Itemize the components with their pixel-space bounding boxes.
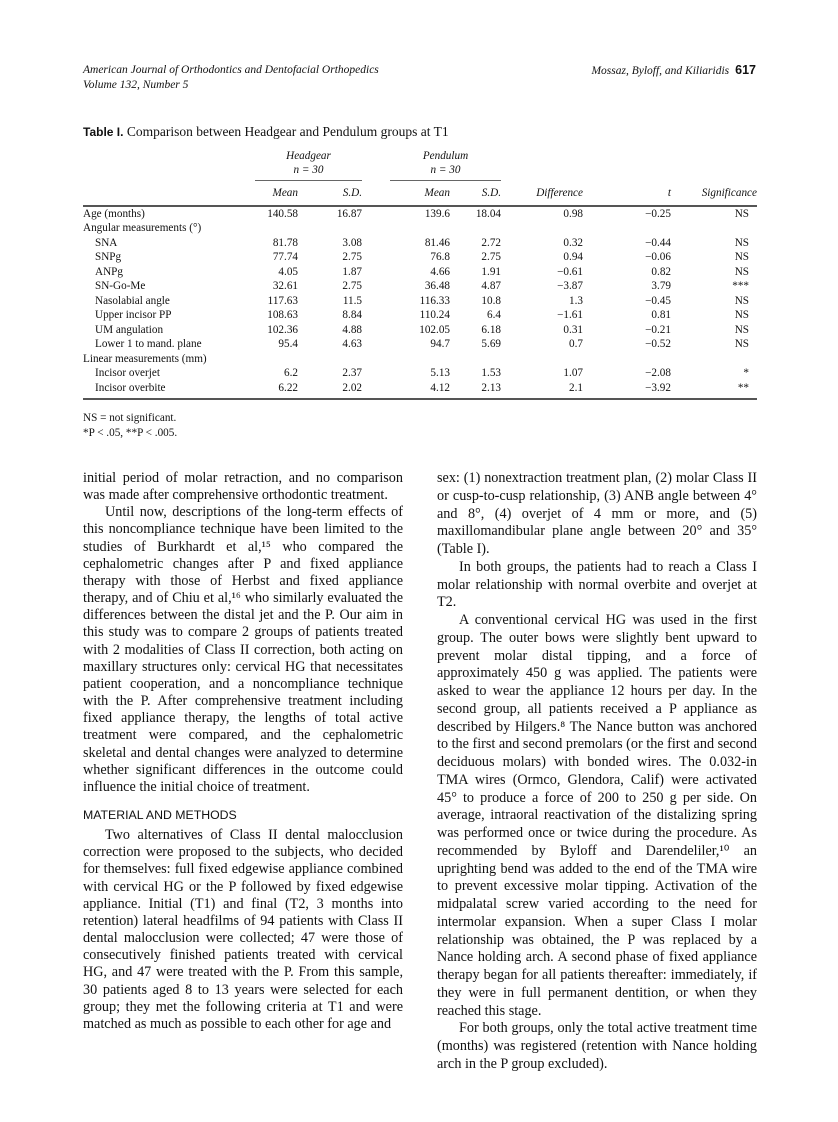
table-cell: −0.45	[645, 294, 671, 307]
table-cell: 2.72	[481, 236, 501, 249]
table-row	[83, 206, 757, 222]
table-cell: 102.36	[267, 323, 298, 336]
table-cell: 0.98	[563, 207, 583, 220]
table-cell: 139.6	[424, 207, 450, 220]
authors: Mossaz, Byloff, and Kiliaridis	[591, 65, 730, 77]
table-cell: −0.44	[645, 236, 671, 249]
paragraph: Until now, descriptions of the long-term effects of this noncompliance technique have been limited to the studies of Burkhardt et al,¹⁵ who compared the cephalometric changes after P and fixed appliance therapy with those of Herbst and fixed appliance therapy, and of Chiu et al,¹⁶ who similarly evaluated the differences between the distal jet and the P. Our aim in this study was to compare 2 groups of patients treated with 2 modalities of Class II correction, both acting on maxillary structures only: cervical HG that necessitates patient cooperation, and a noncompliance technique with the P. After comprehensive treatment including fixed appliance therapy, the lengths of total active treatment were compared, and the cephalometric skeletal and dental changes were analyzed to determine whether significant differences in the outcome could influence the initial choice of treatment.	[83, 504, 403, 795]
table-cell: 2.13	[450, 381, 501, 400]
table-row	[83, 381, 757, 400]
table-cell: 0.81	[651, 309, 671, 322]
table-cell: 4.87	[481, 280, 501, 293]
table-cell: 81.78	[272, 236, 298, 249]
table-cell: −1.61	[557, 309, 583, 322]
paragraph: sex: (1) nonextraction treatment plan, (2) molar Class II or cusp-to-cusp relationship, (3) ANB angle between 4° and 8°, (4) overjet of 4 mm or more, and (5) maxillomandibular plane angle between 20° and 35° (Table I).	[437, 470, 757, 557]
row-label: Incisor overbite	[83, 381, 243, 400]
table-cell: *	[743, 367, 749, 380]
row-label: Age (months)	[83, 207, 145, 220]
table-cell: 102.05	[419, 323, 450, 336]
table-cell: −3.87	[557, 280, 583, 293]
table-cell: ***	[732, 280, 749, 293]
journal-volume: Volume 132, Number 5	[83, 79, 189, 91]
table-cell: 11.5	[342, 294, 362, 307]
table-cell: 1.07	[563, 367, 583, 380]
table-cell: −3.92	[583, 381, 675, 400]
row-label: SN-Go-Me	[95, 280, 146, 293]
body-column-right	[437, 470, 757, 1074]
table-title: Comparison between Headgear and Pendulum groups at T1	[126, 124, 449, 139]
table-cell: NS	[734, 294, 749, 307]
table-cell: −0.25	[645, 207, 671, 220]
table-cell: 36.48	[424, 280, 450, 293]
table-cell: 2.1	[501, 381, 583, 400]
row-label: Incisor overjet	[95, 367, 160, 380]
table-cell: NS	[734, 265, 749, 278]
table-cell: 0.82	[651, 265, 671, 278]
table-cell: 1.53	[481, 367, 501, 380]
table-section-row	[83, 352, 757, 367]
page-number: 617	[735, 63, 756, 77]
table-row	[83, 366, 757, 381]
table-cell: −0.21	[645, 323, 671, 336]
col-sd: S.D.	[450, 181, 501, 206]
table-cell: **	[675, 381, 757, 400]
table-cell: 1.87	[342, 265, 362, 278]
table-row	[83, 250, 757, 265]
col-difference: Difference	[501, 181, 583, 206]
row-label: ANPg	[95, 265, 123, 278]
paragraph: For both groups, only the total active treatment time (months) was registered (retention with Nance holding arch in the P group excluded).	[437, 1020, 757, 1072]
table-row	[83, 294, 757, 309]
table-cell: 18.04	[475, 207, 501, 220]
group-header-headgear: Headgear n = 30	[243, 149, 362, 181]
col-significance: Significance	[675, 181, 757, 206]
table-cell: NS	[734, 251, 749, 264]
table-cell: 1.91	[481, 265, 501, 278]
table-cell: 2.75	[481, 251, 501, 264]
paragraph: initial period of molar retraction, and no comparison was made after comprehensive orthodontic treatment.	[83, 470, 403, 504]
table-row	[83, 337, 757, 352]
table-cell: 77.74	[272, 251, 298, 264]
table-cell: NS	[734, 236, 749, 249]
table-cell: NS	[734, 309, 749, 322]
table-cell: −0.61	[557, 265, 583, 278]
row-label: Angular measurements (°)	[83, 222, 202, 235]
table-cell: 76.8	[430, 251, 450, 264]
table-cell: 4.88	[342, 323, 362, 336]
column-headers	[83, 181, 757, 206]
table-cell: 4.66	[430, 265, 450, 278]
table-caption	[83, 124, 449, 140]
table-cell: 3.08	[342, 236, 362, 249]
table-row	[83, 323, 757, 338]
table-cell: 3.79	[651, 280, 671, 293]
paragraph: Two alternatives of Class II dental malocclusion correction were proposed to the subjects, who decided for themselves: full fixed edgewise appliance combined with cervical HG or the P followed by fixed edgewise appliance. Initial (T1) and final (T2, 3 months into retention) lateral headfilms of 94 patients with Class II dental malocclusion were collected; 47 were those of consecutively finished patients treated with cervical HG, and 47 were treated with the P. From this sample, 30 patients aged 8 to 13 years were selected for each group; they met the following criteria at T1 and were matched as much as possible to each other for age and	[83, 827, 403, 1032]
table-row	[83, 236, 757, 251]
table-cell: NS	[734, 338, 749, 351]
table-cell: 2.75	[342, 251, 362, 264]
table-note: NS = not significant.	[83, 412, 177, 424]
table-cell: 6.18	[481, 323, 501, 336]
table-cell: 6.4	[487, 309, 501, 322]
row-label: Upper incisor PP	[95, 309, 172, 322]
table-label: Table I.	[83, 125, 124, 139]
row-label: UM angulation	[95, 323, 164, 336]
table-cell: −2.08	[645, 367, 671, 380]
table-cell: 95.4	[278, 338, 298, 351]
table-cell: 2.02	[298, 381, 362, 400]
table-row	[83, 279, 757, 294]
table-cell: 5.13	[430, 367, 450, 380]
group-header-pendulum: Pendulum n = 30	[362, 149, 501, 181]
row-label: SNPg	[95, 251, 122, 264]
table-cell: NS	[734, 323, 749, 336]
table-cell: 8.84	[342, 309, 362, 322]
table-cell: NS	[734, 207, 749, 220]
row-label: SNA	[95, 236, 118, 249]
col-mean: Mean	[243, 181, 298, 206]
table-cell: 16.87	[336, 207, 362, 220]
row-label: Nasolabial angle	[95, 294, 170, 307]
table-cell: 117.63	[267, 294, 298, 307]
table-cell: 6.2	[284, 367, 298, 380]
table-cell: 2.37	[342, 367, 362, 380]
paragraph: In both groups, the patients had to reach a Class I molar relationship with normal overbite and overjet at T2.	[437, 558, 757, 611]
table-cell: 10.8	[481, 294, 501, 307]
table-cell: 5.69	[481, 338, 501, 351]
row-label: Linear measurements (mm)	[83, 352, 207, 365]
table-cell: 1.3	[569, 294, 583, 307]
body-column-left	[83, 470, 403, 1033]
table-cell: 0.7	[569, 338, 583, 351]
col-t: t	[583, 181, 675, 206]
table-row	[83, 265, 757, 280]
table-cell: 0.31	[563, 323, 583, 336]
table-cell: 140.58	[267, 207, 298, 220]
table-cell: 4.05	[278, 265, 298, 278]
table-notes	[83, 411, 177, 441]
running-header-authors	[591, 63, 756, 79]
row-label: Lower 1 to mand. plane	[95, 338, 202, 351]
table-cell: 108.63	[267, 309, 298, 322]
table-cell: 116.33	[419, 294, 450, 307]
table-cell: 0.32	[563, 236, 583, 249]
table-cell: 6.22	[243, 381, 298, 400]
table-cell: −0.06	[645, 251, 671, 264]
table-cell: 110.24	[419, 309, 450, 322]
journal-name: American Journal of Orthodontics and Dentofacial Orthopedics	[83, 64, 379, 76]
table-row	[83, 308, 757, 323]
table-cell: −0.52	[645, 338, 671, 351]
table-note: *P < .05, **P < .005.	[83, 427, 178, 439]
table-cell: 94.7	[430, 338, 450, 351]
section-heading: MATERIAL AND METHODS	[83, 807, 237, 822]
col-sd: S.D.	[298, 181, 362, 206]
table-cell: 2.75	[342, 280, 362, 293]
running-header-journal	[83, 63, 379, 93]
table-cell: 32.61	[272, 280, 298, 293]
table-cell: 4.12	[362, 381, 450, 400]
table-section-row	[83, 221, 757, 236]
table-cell: 4.63	[342, 338, 362, 351]
comparison-table	[83, 149, 757, 400]
table-cell: 81.46	[424, 236, 450, 249]
table-cell: 0.94	[563, 251, 583, 264]
paragraph: A conventional cervical HG was used in the first group. The outer bows were slightly bent upward to prevent molar distal tipping, and a force of approximately 450 g was applied. The patients were asked to wear the appliance 12 hours per day. In the second group, all patients received a P appliance as described by Hilgers.⁸ The Nance button was anchored to the first and second premolars (or the first and second deciduous molars) with bonded wires. The 0.032-in TMA wires (Ormco, Glendora, Calif) were activated 45° to produce a force of 200 to 250 g per side. On average, intraoral reactivation of the distalizing spring was performed once or twice during the procedure. As recommended by Byloff and Darendeliler,¹⁰ an uprighting bend was added to the end of the TMA wire to prevent excessive molar tipping. Activation of the midpalatal screw varied according to the need for intermolar expansion. When a super Class I molar relationship was obtained, the P was replaced by a Nance holding arch. A second phase of fixed appliance therapy began for all patients thereafter: immediately, if they were in full permanent dentition, or when they reached this stage.	[437, 612, 757, 1019]
col-mean: Mean	[362, 181, 450, 206]
